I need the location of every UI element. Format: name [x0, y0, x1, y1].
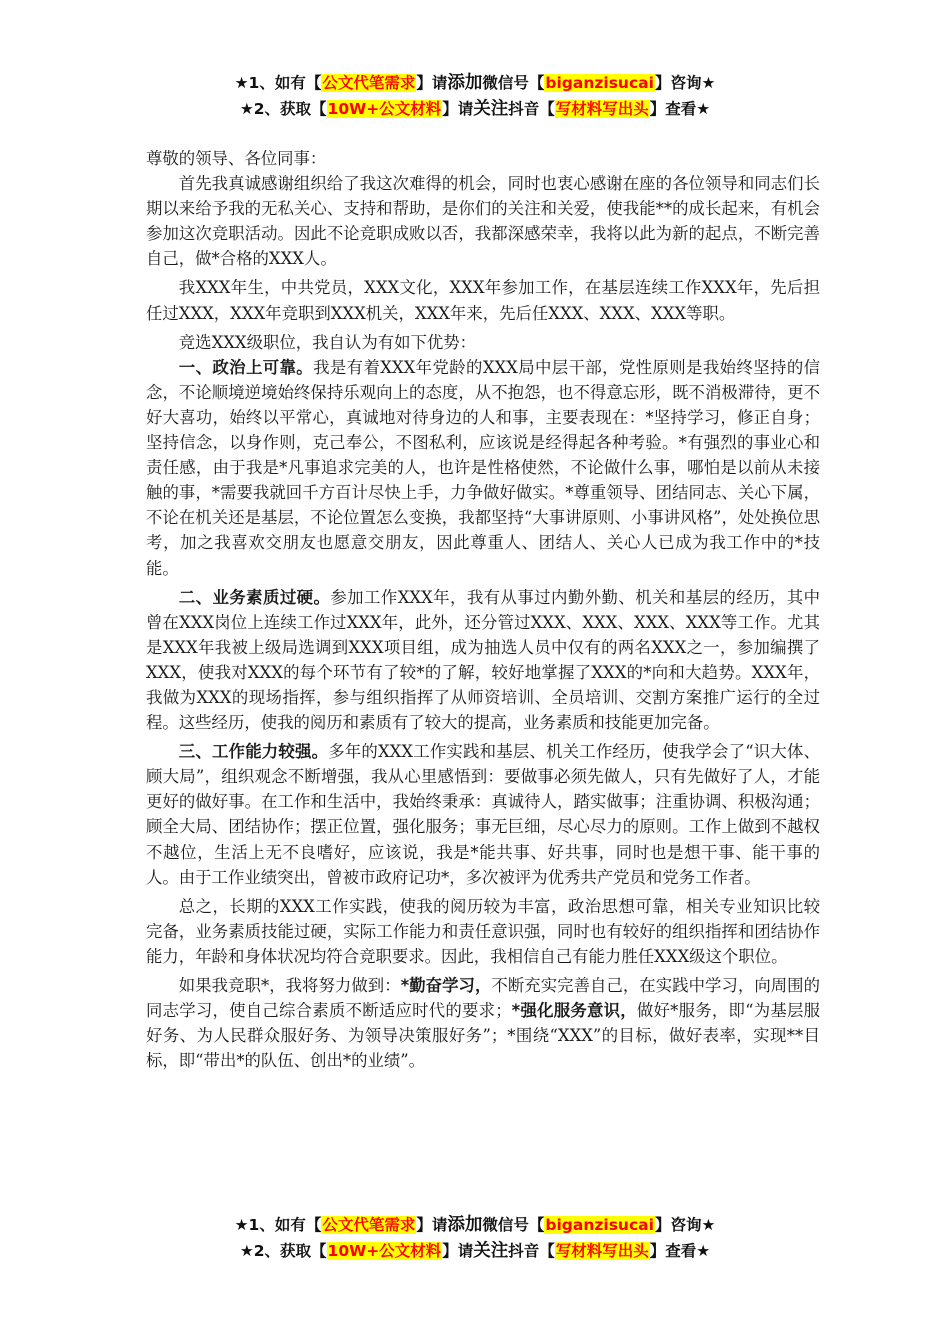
section-text: 参加工作XXX年，我有从事过内勤外勤、机关和基层的经历，其中曾在XXX岗位上连续工作过XXX年，此外，还分管过XXX、XXX、XXX、XXX等工作。尤其是XXX年我被上级局选调到XXX项目组，成为抽选人员中仅有的两名XXX之一，参加编撰了XXX，使我对XXX的每个环节有了较*的了解，较好地掌握了XXX的*向和大趋势。XXX年，我做为XXX的现场指挥，参与组织指挥了从师资培训、全员培训、交割方案推广运行的全过程。这些经历，使我的阅历和素质有了较大的提高，业务素质和技能更加完备。 [146, 587, 820, 733]
banner-highlight: 10W+公文材料 [327, 100, 442, 118]
paragraph-thanks: 首先我真诚感谢组织给了我这次难得的机会，同时也衷心感谢在座的各位领导和同志们长期以来给予我的无私关心、支持和帮助，是你们的关注和关爱，使我能**的成长起来，有机会参加这次竞职活动。因此不论竞职成败以否，我都深感荣幸，我将以此为新的起点，不断完善自己，做*合格的XXX人。 [146, 174, 820, 269]
banner-top [0, 70, 950, 122]
greeting: 尊敬的领导、各位同事： [146, 149, 327, 168]
commitment-bold: *勤奋学习， [400, 976, 492, 995]
banner-text: ★1、如有【 [234, 1216, 322, 1234]
paragraph-commitment [146, 973, 820, 1073]
banner-top-line-1 [0, 70, 950, 96]
banner-highlight: 写材料写出头 [555, 1242, 649, 1260]
paragraph-intro: 竞选XXX级职位，我自认为有如下优势： [178, 332, 477, 352]
banner-text: 微信号【 [482, 1216, 545, 1234]
banner-text: 】咨询★ [654, 74, 716, 92]
banner-text: 】请 [442, 1242, 474, 1260]
banner-text: 】查看★ [649, 1242, 711, 1260]
banner-text: ★1、如有【 [234, 74, 322, 92]
banner-highlight: 写材料写出头 [555, 100, 649, 118]
banner-bottom [0, 1212, 950, 1264]
banner-bottom-line-1 [0, 1212, 950, 1238]
banner-text: 】咨询★ [654, 1216, 716, 1234]
banner-highlight: 公文代笔需求 [322, 74, 416, 92]
banner-highlight: 10W+公文材料 [327, 1242, 442, 1260]
paragraph-profile: 我XXX年生，中共党员，XXX文化，XXX年参加工作，在基层连续工作XXX年，先后担任过XXX，XXX年竞职到XXX机关，XXX年来，先后任XXX、XXX、XXX等职。 [146, 278, 820, 323]
banner-text: 抖音【 [508, 1242, 555, 1260]
section-heading: 一、政治上可靠。 [178, 357, 314, 377]
banner-text: 】请 [416, 74, 448, 92]
section-political [146, 355, 820, 581]
banner-text: ★2、获取【 [239, 1242, 327, 1260]
banner-text: 】查看★ [649, 100, 711, 118]
banner-text: 】请 [416, 1216, 448, 1234]
banner-top-line-2 [0, 96, 950, 122]
section-business [146, 585, 820, 736]
banner-bottom-line-2 [0, 1238, 950, 1264]
banner-emphasis: 添加 [447, 1215, 483, 1235]
banner-emphasis: 添加 [447, 73, 483, 93]
banner-text: 抖音【 [508, 100, 555, 118]
section-heading: 二、业务素质过硬。 [178, 587, 331, 607]
banner-emphasis: 关注 [473, 1241, 509, 1261]
banner-highlight: 公文代笔需求 [322, 1216, 416, 1234]
section-heading: 三、工作能力较强。 [178, 742, 329, 762]
commitment-text: 不断充实完善自己，在实践中学习，向周围的同志学习，使自己综合素质不断适应时代的要求； [146, 976, 821, 1021]
banner-text: ★2、获取【 [239, 100, 327, 118]
section-text: 我是有着XXX年党龄的XXX局中层干部，党性原则是我始终坚持的信念，不论顺境逆境始终保持乐观向上的态度，从不抱怨，也不得意忘形，既不消极滞待，更不好大喜功，始终以平常心，真诚地对待身边的人和事，主要表现在：*坚持学习，修正自身；坚持信念，以身作则，克己奉公，不图私利，应该说是经得起各种考验。*有强烈的事业心和责任感，由于我是*凡事追求完美的人，也许是性格使然，不论做什么事，哪怕是以前从未接触的事，*需要我就回千方百计尽快上手，力争做好做实。*尊重领导、团结同志、关心下属，不论在机关还是基层，不论位置怎么变换，我都坚持“大事讲原则、小事讲风格”，处处换位思考，加之我喜欢交朋友也愿意交朋友，因此尊重人、团结人、关心人已成为我工作中的*技能。 [146, 357, 821, 578]
banner-text: 】请 [442, 100, 474, 118]
section-text: 多年的XXX工作实践和基层、机关工作经历，使我学会了“识大体、顾大局”，组织观念不断增强，我从心里感悟到：要做事必须先做人，只有先做好了人，才能更好的做好事。在工作和生活中，我始终秉承：真诚待人，踏实做事；注重协调、积极沟通；顾全大局、团结协作；摆正位置，强化服务；事无巨细，尽心尽力的原则。工作上做到不越权不越位，生活上无不良嗜好，应该说，我是*能共事、好共事，同时也是想干事、能干事的人。由于工作业绩突出，曾被市政府记功*，多次被评为优秀共产党员和党务工作者。 [146, 742, 820, 887]
commitment-bold: *强化服务意识， [511, 1001, 637, 1021]
paragraph-summary: 总之，长期的XXX工作实践，使我的阅历较为丰富，政治思想可靠，相关专业知识比较完备，业务素质技能过硬，实际工作能力和责任意识强，同时也有较好的组织指挥和团结协作能力，年龄和身体状况均符合竞职要求。因此，我相信自己有能力胜任XXX级这个职位。 [146, 896, 820, 966]
banner-emphasis: 关注 [473, 99, 509, 119]
commitment-text: 做好*服务，即“为基层服好务、为人民群众服好务、为领导决策服好务”；*围绕“XXX”的目标，做好表率，实现**目标，即“带出*的队伍、创出*的业绩”。 [146, 1001, 820, 1071]
section-ability [146, 739, 820, 890]
banner-text: 微信号【 [482, 74, 545, 92]
commitment-text: 如果我竞职*，我将努力做到： [178, 976, 401, 995]
banner-highlight: biganzisucai [545, 1216, 654, 1234]
banner-highlight: biganzisucai [545, 74, 654, 92]
document-body [146, 146, 820, 1073]
